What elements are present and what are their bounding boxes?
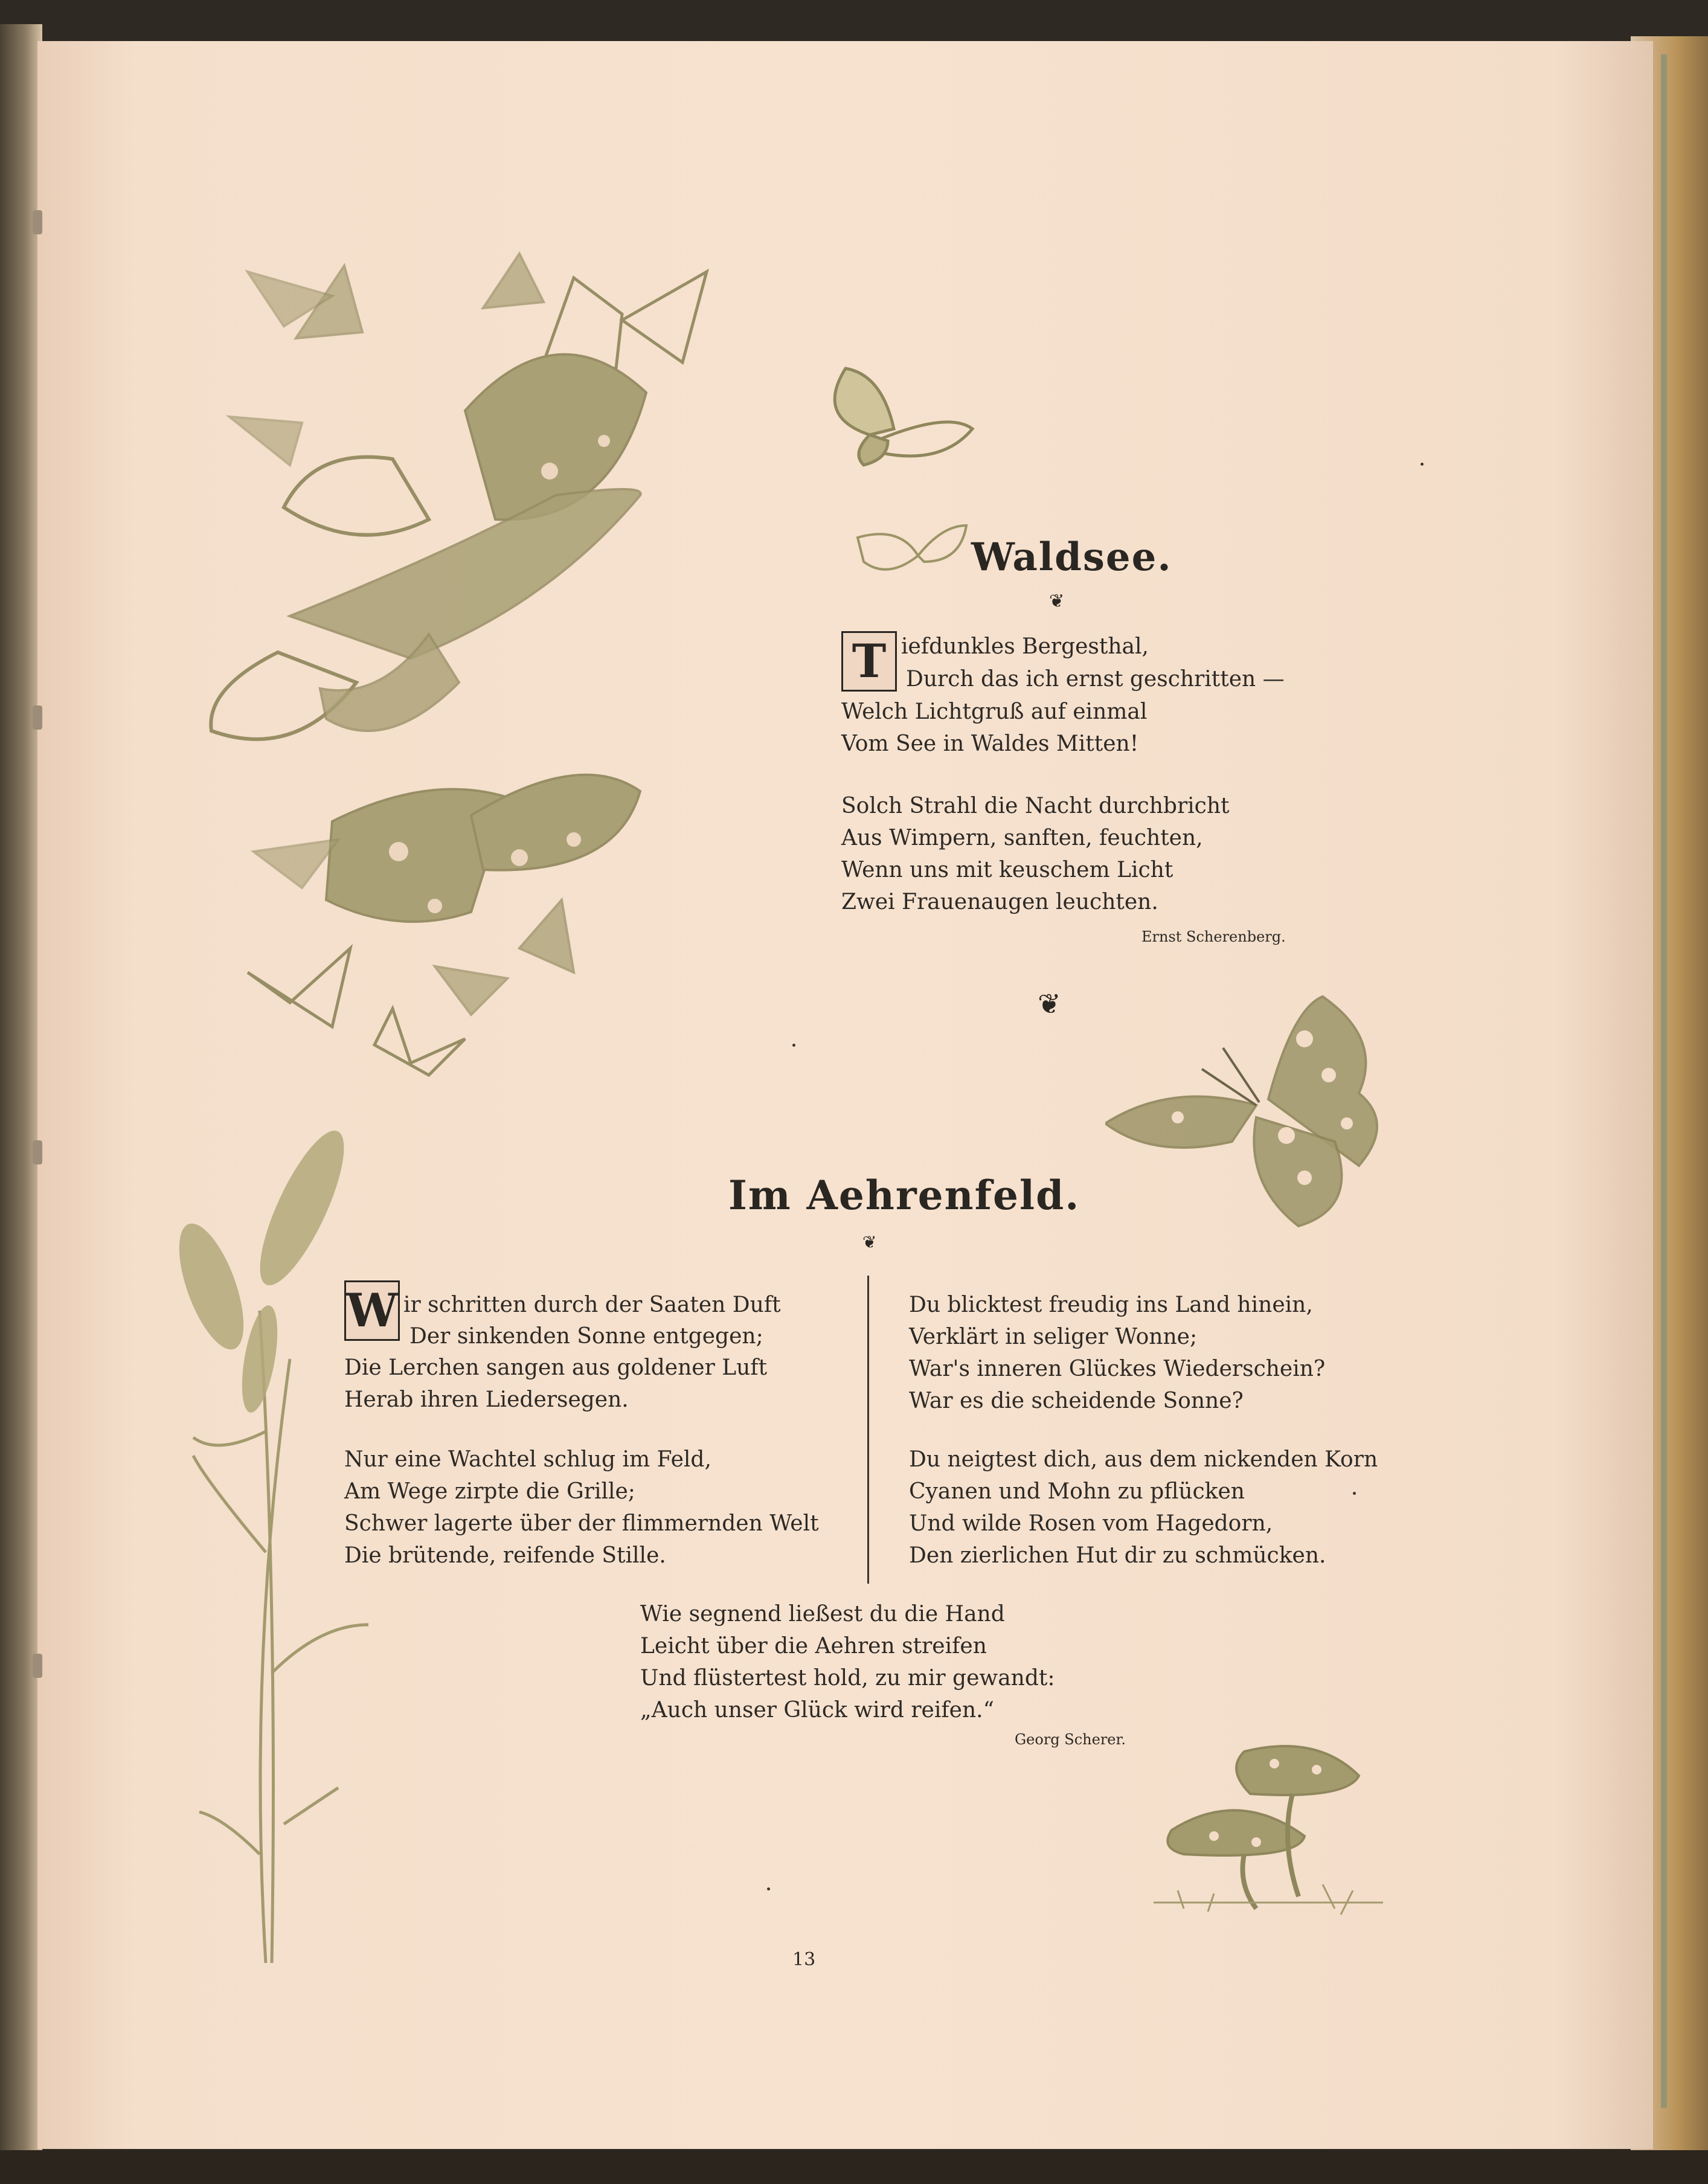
verse-line: Du neigtest dich, aus dem nickenden Korn xyxy=(909,1447,1378,1472)
stanza xyxy=(901,631,1149,663)
verse-line: Herab ihren Liedersegen. xyxy=(344,1387,629,1412)
verse-line: Leicht über die Aehren streifen xyxy=(640,1634,987,1659)
ornament-icon: ❦ xyxy=(1049,591,1065,612)
stanza xyxy=(344,1352,767,1416)
author-credit: Ernst Scherenberg. xyxy=(1141,928,1286,945)
column-divider xyxy=(867,1276,869,1584)
verse-line: „Auch unser Glück wird reifen.“ xyxy=(640,1698,995,1723)
verse-line: Verklärt in seliger Wonne; xyxy=(909,1325,1198,1349)
verse-line: Cyanen und Mohn zu pflücken xyxy=(909,1479,1245,1504)
stanza xyxy=(409,1320,763,1352)
book-bottom-edge xyxy=(0,2150,1708,2184)
mushroom-illustration xyxy=(1141,1739,1395,1939)
verse-line: Und wilde Rosen vom Hagedorn, xyxy=(909,1511,1273,1536)
butterfly-swarm-illustration xyxy=(181,242,815,1099)
verse-line: Wie segnend ließest du die Hand xyxy=(640,1602,1005,1627)
butterfly-illustration xyxy=(852,519,972,586)
verse-line: Die Lerchen sangen aus goldener Luft xyxy=(344,1355,768,1380)
verse-line: Die brütende, reifende Stille. xyxy=(344,1543,666,1568)
verse-line: Der sinkenden Sonne entgegen; xyxy=(409,1324,763,1349)
verse-line: Welch Lichtgruß auf einmal xyxy=(841,699,1148,724)
verse-line: Solch Strahl die Nacht durchbricht xyxy=(841,794,1230,818)
ornament-icon: ❦ xyxy=(1038,988,1061,1020)
stanza xyxy=(841,696,1147,760)
stanza xyxy=(344,1444,819,1572)
verse-line: Wenn uns mit keuschem Licht xyxy=(841,858,1173,882)
page-number: 13 xyxy=(792,1949,816,1970)
verse-line: Aus Wimpern, sanften, feuchten, xyxy=(841,826,1203,850)
author-credit: Georg Scherer. xyxy=(1015,1731,1126,1748)
stanza xyxy=(841,790,1229,918)
verse-line: Vom See in Waldes Mitten! xyxy=(841,731,1139,756)
drop-cap: W xyxy=(344,1280,400,1341)
verse-line: War's inneren Glückes Wiederschein? xyxy=(909,1357,1326,1381)
poem-title: Im Aehrenfeld. xyxy=(728,1172,1080,1219)
poem-title: Waldsee. xyxy=(971,535,1172,580)
verse-line: Nur eine Wachtel schlug im Feld, xyxy=(344,1447,711,1472)
verse-line: iefdunkles Bergesthal, xyxy=(901,634,1149,659)
stanza xyxy=(909,1444,1378,1572)
verse-line: Am Wege zirpte die Grille; xyxy=(344,1479,635,1504)
verse-line: Durch das ich ernst geschritten — xyxy=(906,667,1285,692)
book-gutter xyxy=(0,24,42,2168)
butterfly-illustration xyxy=(1105,984,1395,1238)
verse-line: Und flüstertest hold, zu mir gewandt: xyxy=(640,1666,1055,1691)
verse-line: Zwei Frauenaugen leuchten. xyxy=(841,890,1158,914)
verse-line: Den zierlichen Hut dir zu schmücken. xyxy=(909,1543,1326,1568)
stanza xyxy=(640,1598,1055,1726)
stanza xyxy=(906,663,1285,695)
verse-line: ir schritten durch der Saaten Duft xyxy=(403,1293,781,1317)
stanza xyxy=(909,1289,1325,1417)
verse-line: Du blicktest freudig ins Land hinein, xyxy=(909,1293,1313,1317)
verse-line: Schwer lagerte über der flimmernden Welt xyxy=(344,1511,819,1536)
ornament-icon: ❦ xyxy=(862,1232,877,1252)
stanza xyxy=(403,1289,781,1321)
verse-line: War es die scheidende Sonne? xyxy=(909,1389,1244,1413)
drop-cap: T xyxy=(841,631,897,692)
butterfly-illustration xyxy=(809,356,978,477)
